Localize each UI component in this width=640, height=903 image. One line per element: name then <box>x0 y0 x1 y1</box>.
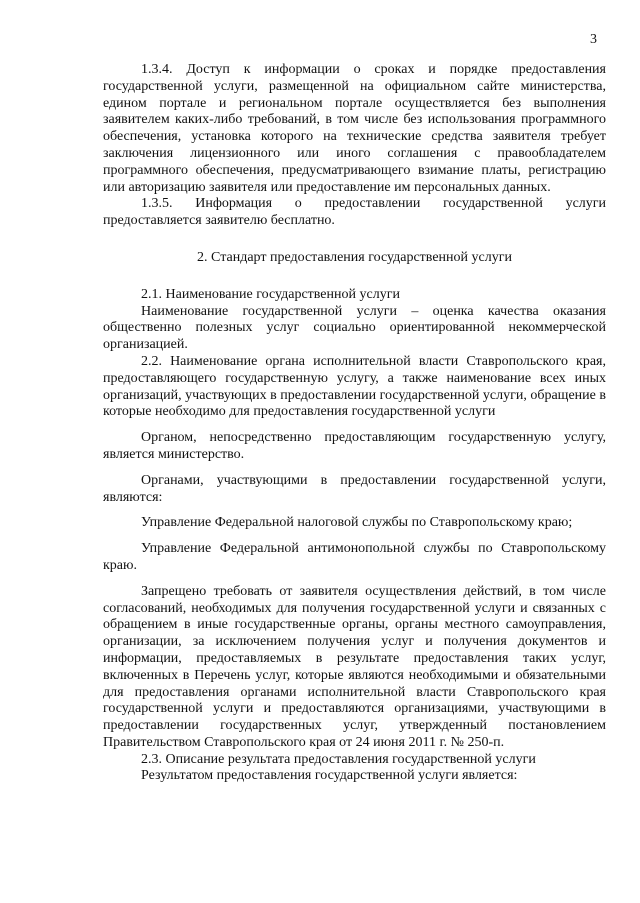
authority-paragraph: Органом, непосредственно предоставляющим государственную услугу, является министерство. <box>103 430 606 462</box>
service-name-paragraph: Наименование государственной услуги – оценка качества оказания общественно полезных услуг социально ориентированной некоммерческой организацией. <box>103 303 606 353</box>
subsection-2-2-title: 2.2. Наименование органа исполнительной власти Ставропольского края, предоставляющего государственную услугу, а также наименование всех иных организаций, участвующих в предоставлении государственной услуги, обращение в которые необходимо для предоставления государственной услуги <box>103 353 606 420</box>
page-number: 3 <box>590 32 597 47</box>
subsection-2-1-title: 2.1. Наименование государственной услуги <box>141 286 400 302</box>
participant-antimonopoly-service: Управление Федеральной антимонопольной службы по Ставропольскому краю. <box>103 541 606 573</box>
participant-tax-service: Управление Федеральной налоговой службы по Ставропольскому краю; <box>141 515 573 531</box>
paragraph-1-3-4: 1.3.4. Доступ к информации о сроках и порядке предоставления государственной услуги, размещенной на официальном сайте министерства, едином портале и региональном портале осуществляется без выполнения заявителем каких-либо требований, в том числе без использования программного обеспечения, установка которого на технические средства заявителя требует заключения лицензионного или иного соглашения с правообладателем программного обеспечения, предусматривающего взимание платы, регистрацию или авторизацию заявителя или предоставление им персональных данных. <box>103 62 606 195</box>
document-body <box>103 62 606 785</box>
prohibition-paragraph: Запрещено требовать от заявителя осуществления действий, в том числе согласований, необходимых для получения государственной услуги и связанных с обращением в иные государственные органы, органы местного самоуправления, организации, за исключением получения услуг и получения документов и информации, предоставляемых в результате предоставления таких услуг, включенных в Перечень услуг, которые являются необходимыми и обязательными для предоставления органами исполнительной власти Ставропольского края государственной услуги и предоставляются организациями, участвующими в предоставлении государственных услуг, утвержденный постановлением Правительством Ставропольского края от 24 июня 2011 г. № 250-п. <box>103 583 606 750</box>
subsection-2-3-title: 2.3. Описание результата предоставления государственной услуги <box>141 751 536 767</box>
result-paragraph: Результатом предоставления государственной услуги является: <box>141 768 518 784</box>
participants-intro: Органами, участвующими в предоставлении государственной услуги, являются: <box>103 472 606 505</box>
paragraph-1-3-5: 1.3.5. Информация о предоставлении государственной услуги предоставляется заявителю бесплатно. <box>103 196 606 229</box>
section-heading: 2. Стандарт предоставления государственной услуги <box>197 249 512 265</box>
